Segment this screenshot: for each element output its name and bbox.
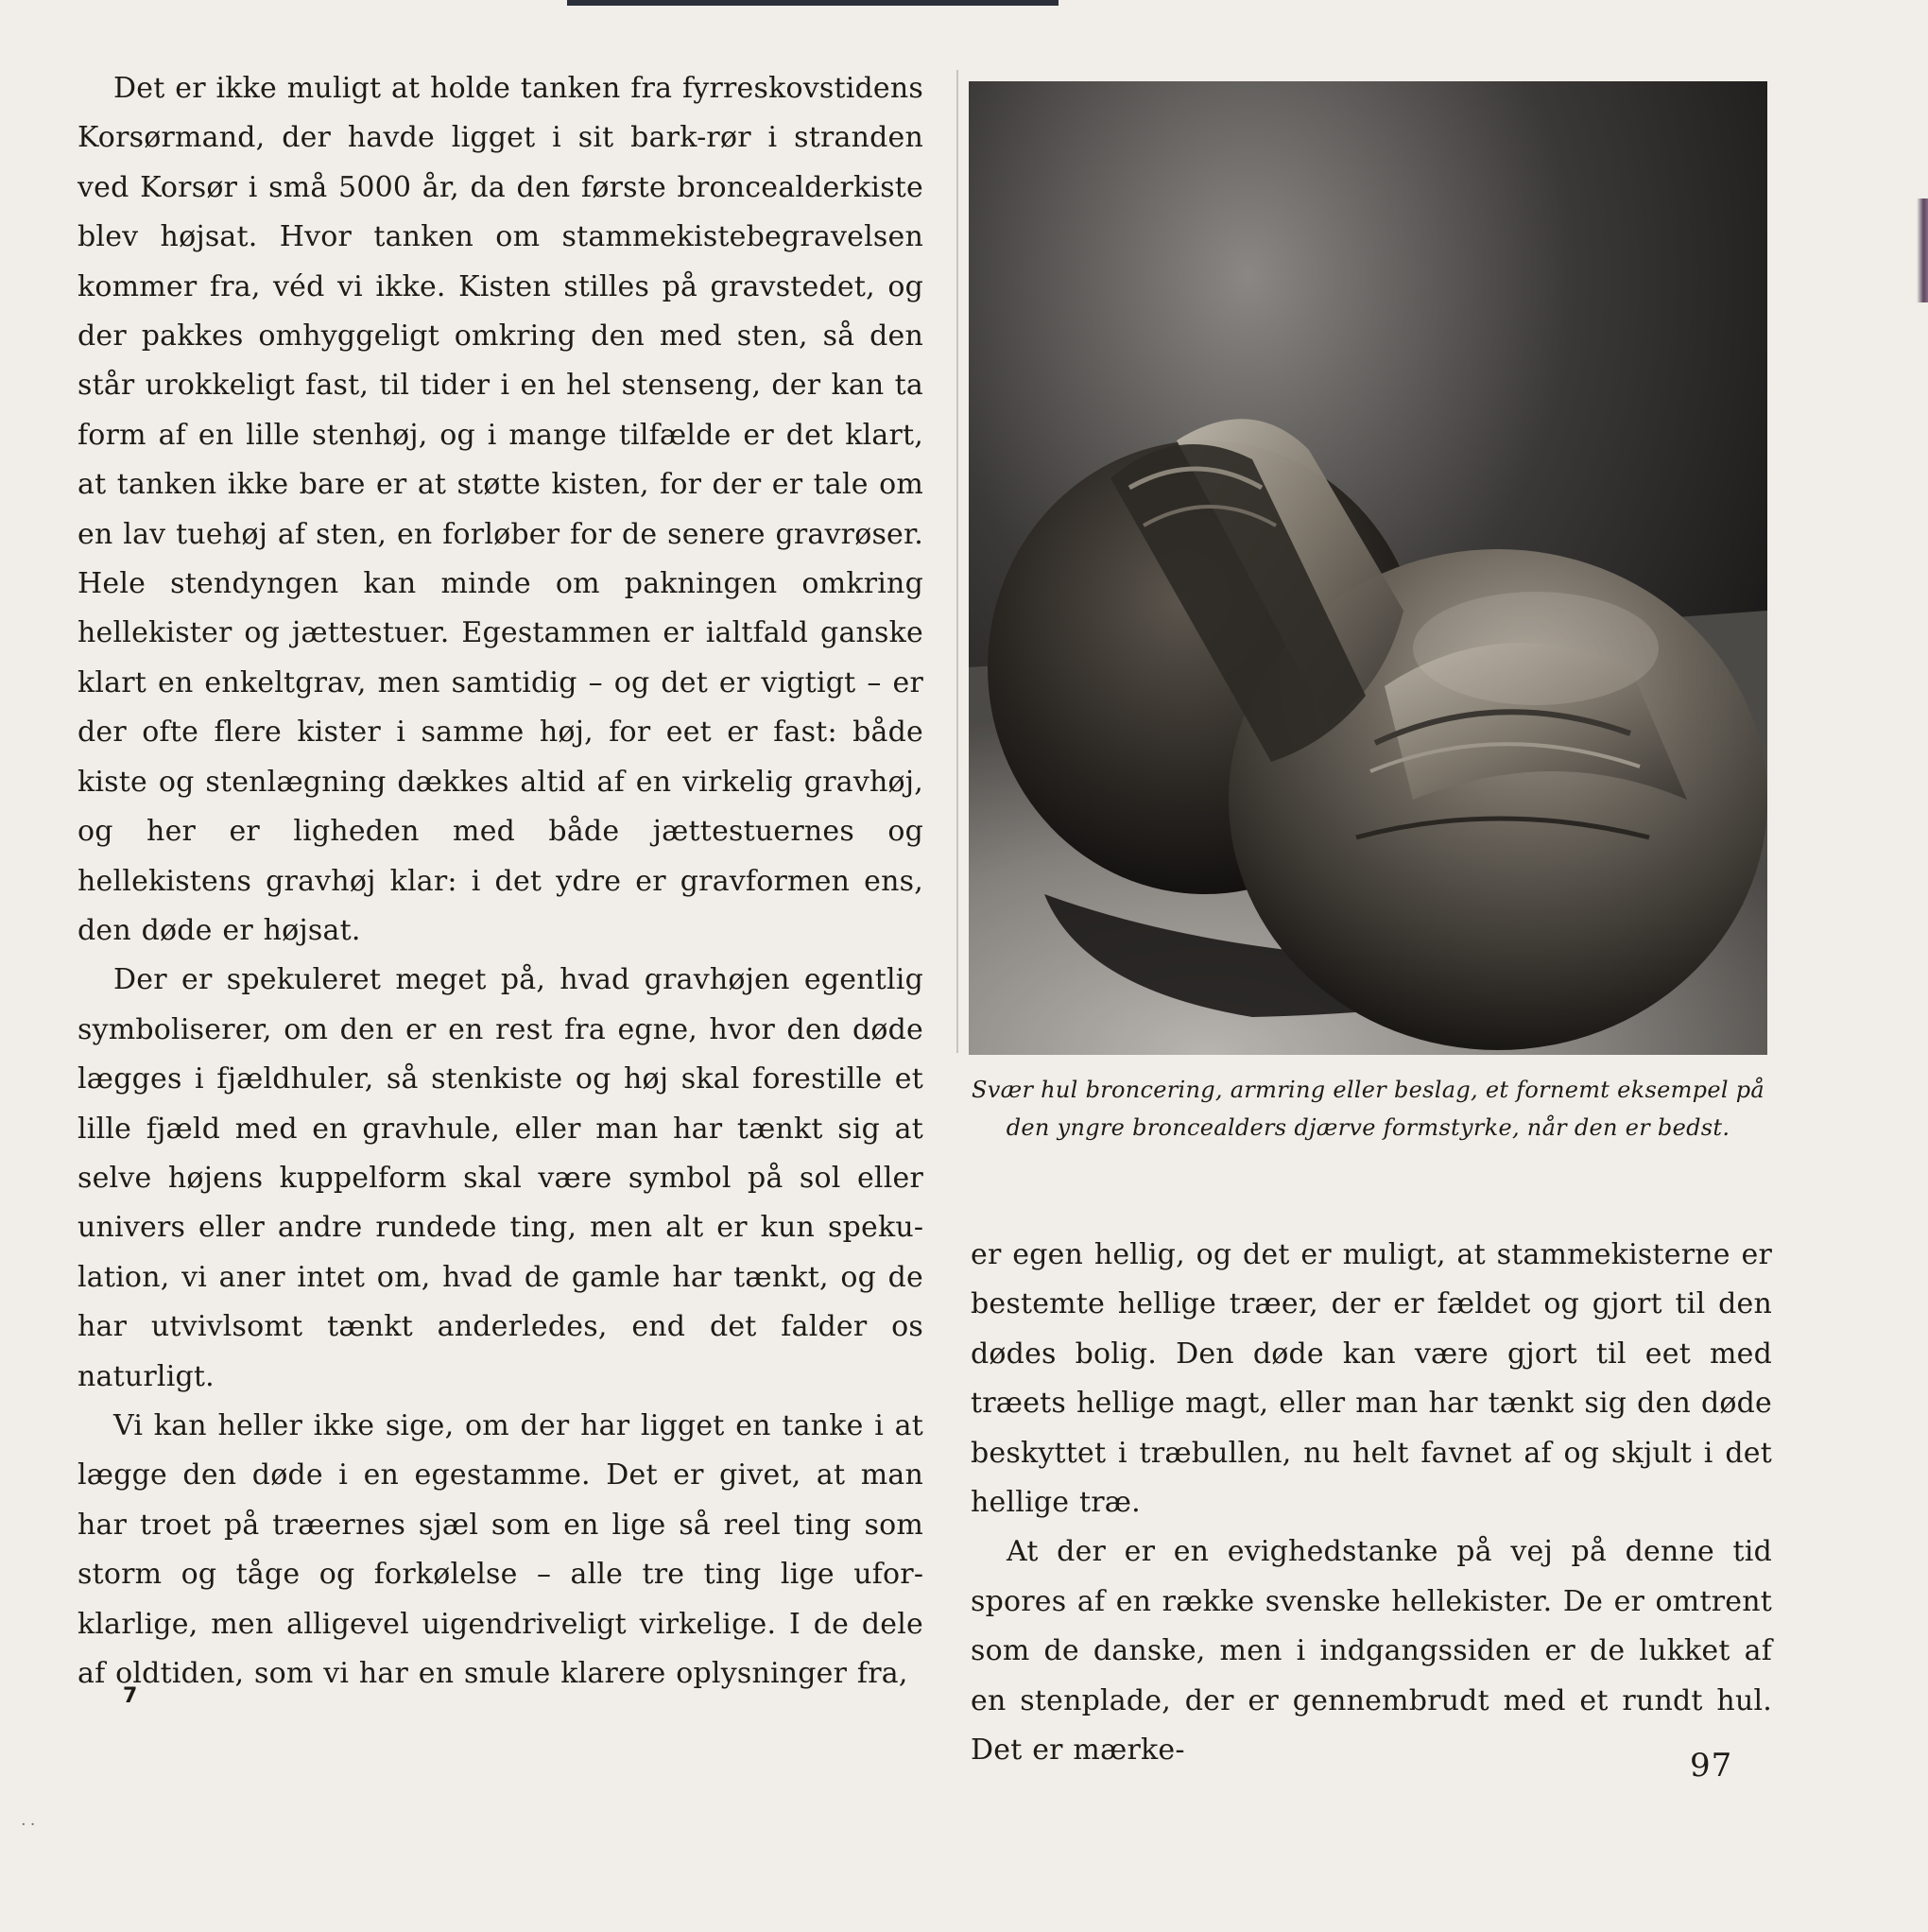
bronze-ring-photograph	[969, 81, 1767, 1055]
paragraph-2: Der er spekuleret meget på, hvad gravhøjen egentlig symboliserer, om den er en rest fra egne, hvor den døde lægges i fjældhuler, så stenkiste og høj skal forestille et lille fjæld med en gravhule, eller man har tænkt sig at selve højens kuppelform skal være symbol på sol eller univers eller andre rundede ting, men alt er kun spekulation, vi aner intet om, hvad de gamle har tænkt, og de har utvivlsomt tænkt anderledes, end det falder os naturligt.	[77, 963, 923, 1393]
caption-line-1: Svær hul broncering, armring eller beslag, et fornemt eksempel på	[971, 1077, 1764, 1103]
paragraph-4: er egen hellig, og det er muligt, at stammekisterne er bestemte hellige træer, der er fældet og gjort til den dødes bolig. Den døde kan være gjort til eet med træets hellige magt, eller man har tænkt sig den døde beskyttet i træbullen, nu helt favnet af og skjult i det hellige træ.	[971, 1238, 1772, 1520]
caption-line-2: den yngre broncealders djærve formstyrke, når den er bedst.	[1006, 1114, 1730, 1141]
paragraph-3: Vi kan heller ikke sige, om der har ligget en tanke i at lægge den døde i en egestamme. Det er givet, at man har troet på træernes sjæl som en lige så reel ting som storm og tåge og forkølelse – alle tre ting lige uforklarlige, men alligevel uigendriveligt virkelige. I de dele af oldtiden, som vi har en smule klarere oplysninger fra,	[77, 1408, 923, 1690]
margin-dots: ··	[21, 1815, 40, 1835]
signature-mark: 7	[123, 1684, 138, 1708]
left-text-column	[77, 64, 923, 1699]
right-text-column	[971, 1231, 1772, 1775]
page-side-edge	[1917, 198, 1928, 302]
page-number: 97	[1690, 1747, 1733, 1785]
bronze-ring-image	[969, 81, 1767, 1055]
paragraph-1: Det er ikke muligt at holde tanken fra fyrreskovstidens Korsørmand, der havde ligget i sit bark-rør i stranden ved Korsør i små 5000 år, da den første broncealderkiste blev højsat. Hvor tanken om stammekistebegravelsen kommer fra, véd vi ikke. Kisten stilles på gravstedet, og der pakkes omhyggeligt omkring den med sten, så den står urokkeligt fast, til tider i en hel stenseng, der kan ta form af en lille stenhøj, og i mange tilfælde er det klart, at tanken ikke bare er at støtte kisten, for der er tale om en lav tuehøj af sten, en forløber for de senere gravrøser. Hele stendyngen kan minde om pakningen omkring hellekister og jættestuer. Egestammen er ialtfald ganske klart en enkeltgrav, men samtidig – og det er vigtigt – er der ofte flere kister i samme høj, for eet er fast: både kiste og stenlægning dækkes altid af en virkelig gravhøj, og her er ligheden med både jættestuernes og hellekistens gravhøj klar: i det ydre er gravformen ens, den døde er højsat.	[77, 72, 923, 947]
page-top-edge	[567, 0, 1059, 6]
figure-caption	[955, 1071, 1782, 1147]
paragraph-5: At der er en evighedstanke på vej på denne tid spores af en række svenske hellekister. De er omtrent som de danske, men i indgangssiden er de lukket af en stenplade, der er gennembrudt med et rundt hul. Det er mærke-	[971, 1535, 1772, 1768]
figure-frame-line	[956, 70, 958, 1053]
